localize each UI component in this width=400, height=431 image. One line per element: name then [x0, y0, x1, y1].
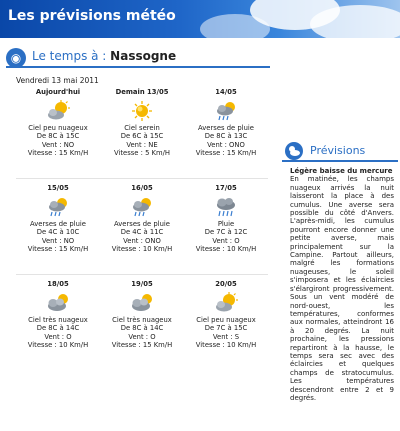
forecast-wind: Vent : NE [126, 140, 158, 149]
forecast-wind-speed: Vitesse : 15 Km/H [27, 149, 89, 157]
forecast-day-card[interactable] [16, 88, 100, 176]
header-banner [0, 0, 400, 38]
forecast-condition: Ciel peu nuageux [28, 123, 88, 132]
partly-cloudy-icon [213, 292, 239, 314]
page-title: Les prévisions météo [8, 8, 176, 24]
forecast-day-card[interactable] [100, 88, 184, 176]
banner-cloud-decoration [200, 14, 270, 38]
forecast-condition: Ciel très nuageux [28, 315, 88, 324]
forecast-day-label: Aujourd'hui [35, 88, 81, 96]
forecast-day-label: 17/05 [215, 184, 237, 192]
forecast-wind-speed: Vitesse : 10 Km/H [195, 245, 257, 253]
showers-icon [45, 196, 71, 218]
forecast-temperature: De 6C à 15C [120, 132, 164, 140]
forecast-day-card[interactable] [184, 88, 268, 176]
forecast-condition: Pluie [217, 219, 235, 228]
row-divider [16, 178, 268, 179]
forecast-day-card[interactable] [184, 184, 268, 272]
sun-icon [129, 100, 155, 122]
forecast-temperature: De 4C à 10C [36, 228, 80, 236]
forecast-wind-speed: Vitesse : 5 Km/H [113, 149, 171, 157]
location-heading [32, 49, 176, 63]
forecast-day-card[interactable] [16, 184, 100, 272]
partly-cloudy-icon [45, 100, 71, 122]
forecast-temperature: De 8C à 13C [204, 132, 248, 140]
forecast-day-card[interactable] [16, 280, 100, 368]
very-cloudy-icon [45, 292, 71, 314]
banner-cloud-decoration [310, 5, 400, 38]
forecast-wind: Vent : O [212, 236, 240, 245]
forecast-wind-speed: Vitesse : 15 Km/H [195, 149, 257, 157]
previsions-text [290, 167, 394, 402]
forecast-day-card[interactable] [184, 280, 268, 368]
forecast-temperature: De 8C à 15C [36, 132, 80, 140]
forecast-temperature: De 8C à 14C [36, 324, 80, 332]
row-divider [16, 274, 268, 275]
forecast-wind: Vent : O [128, 332, 156, 341]
location-bar [6, 48, 270, 68]
rain-icon [213, 196, 239, 218]
forecast-wind-speed: Vitesse : 15 Km/H [111, 341, 173, 349]
forecast-day-label: 15/05 [47, 184, 69, 192]
forecast-day-label: 16/05 [131, 184, 153, 192]
forecast-temperature: De 7C à 15C [204, 324, 248, 332]
forecast-date: Vendredi 13 mai 2011 [16, 76, 99, 85]
forecast-wind: Vent : NO [41, 140, 75, 149]
forecast-day-label: 20/05 [215, 280, 237, 288]
location-label: Le temps à : [32, 49, 107, 63]
forecast-wind-speed: Vitesse : 15 Km/H [27, 245, 89, 253]
globe-icon: ◉ [6, 48, 26, 68]
forecast-wind-speed: Vitesse : 10 Km/H [27, 341, 89, 349]
forecast-wind-speed: Vitesse : 10 Km/H [195, 341, 257, 349]
forecast-condition: Ciel peu nuageux [196, 315, 256, 324]
forecast-day-card[interactable] [100, 280, 184, 368]
very-cloudy-icon [129, 292, 155, 314]
previsions-headline: Légère baisse du mercure [290, 167, 393, 175]
forecast-wind: Vent : NO [41, 236, 75, 245]
forecast-temperature: De 8C à 14C [120, 324, 164, 332]
forecast-wind: Vent : ONO [207, 140, 245, 149]
forecast-wind: Vent : O [44, 332, 72, 341]
forecast-condition: Ciel très nuageux [112, 315, 172, 324]
forecast-day-label: Demain 13/05 [115, 88, 169, 96]
forecast-wind: Vent : ONO [123, 236, 161, 245]
forecast-wind: Vent : S [212, 332, 240, 341]
forecast-temperature: De 7C à 12C [204, 228, 248, 236]
showers-icon [213, 100, 239, 122]
forecast-condition: Averses de pluie [198, 123, 254, 132]
forecast-temperature: De 4C à 11C [120, 228, 164, 236]
forecast-day-card[interactable] [100, 184, 184, 272]
forecast-icon [285, 142, 303, 160]
previsions-header [282, 140, 398, 162]
previsions-title: Prévisions [310, 144, 366, 157]
forecast-wind-speed: Vitesse : 10 Km/H [111, 245, 173, 253]
forecast-day-label: 14/05 [215, 88, 237, 96]
forecast-condition: Averses de pluie [30, 219, 86, 228]
forecast-day-label: 19/05 [131, 280, 153, 288]
previsions-body: En matinée, les champs nuageux arrivés la nuit laisseront la place à des cumulus. Une averse sera possible du côté d'Anvers. L'après-midi, les cumulus pourront encore donner une petite averse, mais principalement sur la Campine. Partout ailleurs, malgré les formations nuageuses, le soleil s'imposera et les éclaircies s'élargiront progressivement. Sous un vent modéré de nord-ouest, les températures, conformes aux normales, atteindront 16 à 20 degrés. La nuit prochaine, les pressions repartiront à la hausse, le temps sera sec avec des éclaircies et quelques champs de stratocumulus. Les températures descendront entre 2 et 9 degrés. [290, 175, 394, 402]
city-name[interactable]: Nassogne [110, 49, 177, 63]
forecast-day-label: 18/05 [47, 280, 69, 288]
forecast-condition: Ciel serein [124, 123, 160, 132]
forecast-condition: Averses de pluie [114, 219, 170, 228]
showers-icon [129, 196, 155, 218]
